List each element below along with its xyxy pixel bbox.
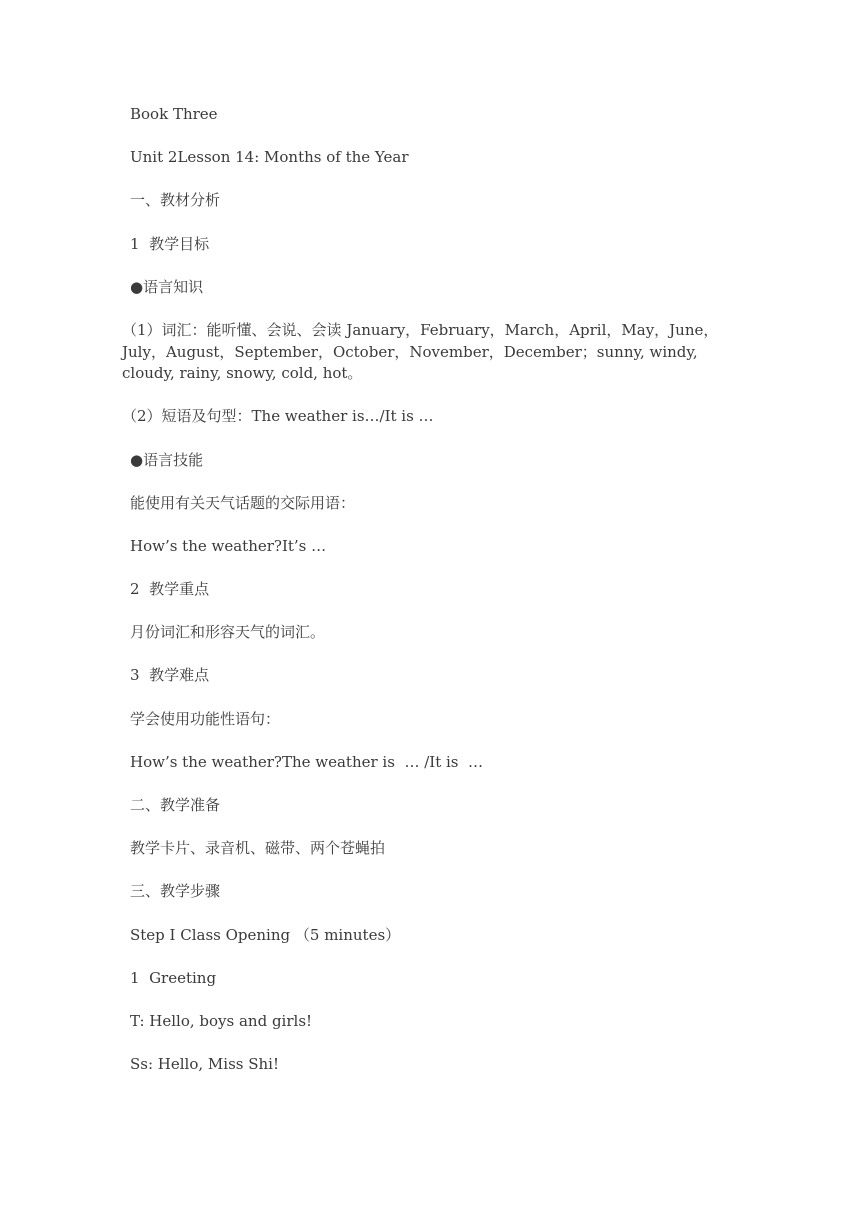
heading-key-points: 2 教学重点 bbox=[130, 580, 210, 599]
section-heading-analysis: 一、教材分析 bbox=[130, 191, 221, 210]
skills-description: 能使用有关天气话题的交际用语： bbox=[130, 493, 356, 512]
greeting-heading: 1 Greeting bbox=[130, 968, 217, 987]
section-heading-procedure: 三、教学步骤 bbox=[130, 882, 221, 901]
section-heading-preparation: 二、教学准备 bbox=[130, 796, 221, 814]
key-points-body: 月份词汇和形容天气的词汇。 bbox=[130, 623, 326, 642]
phrases-paragraph: （2）短语及句型：The weather is…/It is … bbox=[122, 407, 434, 426]
heading-teaching-goals: 1 教学目标 bbox=[130, 234, 210, 253]
dialogue-teacher: T: Hello, boys and girls! bbox=[130, 1011, 313, 1030]
difficulties-body: 学会使用功能性语句： bbox=[130, 709, 281, 728]
difficulties-example: How’s the weather?The weather is … /It is … bbox=[130, 752, 484, 771]
preparation-body: 教学卡片、录音机、磁带、两个苍蝇拍 bbox=[130, 839, 386, 858]
step-class-opening: Step I Class Opening （5 minutes） bbox=[130, 925, 401, 944]
bullet-language-skills: ●语言技能 bbox=[130, 450, 204, 469]
document-body bbox=[122, 104, 740, 1097]
dialogue-students: Ss: Hello, Miss Shi! bbox=[130, 1055, 279, 1074]
heading-difficulties: 3 教学难点 bbox=[130, 666, 210, 685]
unit-title: Unit 2Lesson 14: Months of the Year bbox=[130, 148, 409, 167]
book-title: Book Three bbox=[130, 105, 218, 123]
skills-example: How’s the weather?It’s … bbox=[130, 536, 327, 555]
bullet-language-knowledge: ●语言知识 bbox=[130, 277, 204, 296]
vocabulary-paragraph: （1）词汇：能听懂、会说、会读 January，February，March，April，May，June，July，August，September，October，November，December；sunny, windy, cloudy, rainy, snowy, cold, hot。 bbox=[122, 320, 719, 383]
